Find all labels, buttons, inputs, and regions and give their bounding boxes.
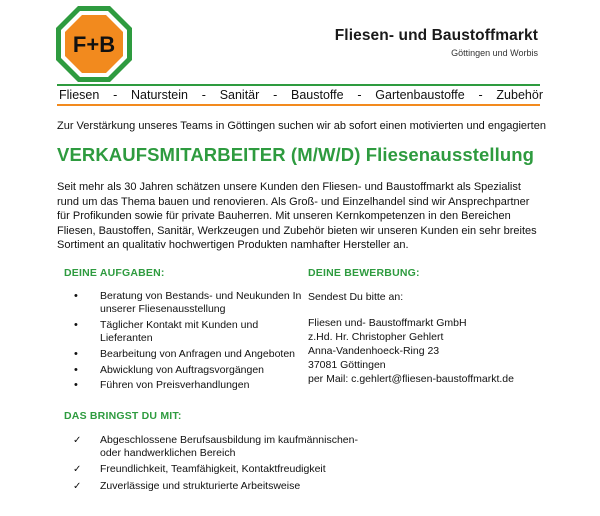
brand-block: [335, 27, 538, 58]
application-block: [308, 290, 514, 386]
nav-item[interactable]: Baustoffe: [291, 88, 344, 102]
task-item: • Bearbeitung von Anfragen und Angeboten: [70, 348, 310, 361]
address-contact: z.Hd. Hr. Christopher Gehlert: [308, 331, 444, 343]
address-email: per Mail: c.gehlert@fliesen-baustoffmarkt.de: [308, 373, 514, 385]
description-line: Seit mehr als 30 Jahren schätzen unsere Kunden den Fliesen- und Baustoffmarkt als Spezialist: [57, 181, 521, 193]
nav-item[interactable]: Naturstein: [131, 88, 188, 102]
nav-separator: -: [357, 88, 362, 102]
task-item: • Beratung von Bestands- und Neukunden In unserer Fliesenausstellung: [70, 290, 310, 316]
address-street: Anna-Vandenhoeck-Ring 23: [308, 345, 440, 357]
skills-list: [70, 434, 370, 496]
intro-text: Zur Verstärkung unseres Teams in Göttingen suchen wir ab sofort einen motivierten und engagierten: [57, 120, 546, 132]
nav-item[interactable]: Fliesen: [59, 88, 100, 102]
description-line: Sortiment an qualitativ hochwertigen Produkten namhafter Hersteller an.: [57, 239, 409, 251]
skill-item: ✓ Freundlichkeit, Teamfähigkeit, Kontaktfreudigkeit: [70, 463, 370, 476]
application-heading: DEINE BEWERBUNG:: [308, 267, 420, 279]
company-description: [57, 180, 547, 253]
tasks-list: [70, 290, 310, 395]
nav-item[interactable]: Sanitär: [219, 88, 260, 102]
skill-item: ✓ Abgeschlossene Berufsausbildung im kaufmännischen- oder handwerklichen Bereich: [70, 434, 370, 460]
nav-separator: -: [113, 88, 118, 102]
task-item: • Täglicher Kontakt mit Kunden und Lieferanten: [70, 319, 310, 345]
address-company: Fliesen und- Baustoffmarkt GmbH: [308, 317, 467, 329]
nav-item[interactable]: Zubehör: [496, 88, 543, 102]
description-line: für Profikunden sowie für private Bauherren. Mit unseren Kernkompetenzen in den Bereichen: [57, 210, 511, 222]
brand-title: Fliesen- und Baustoffmarkt: [334, 27, 538, 44]
header-divider-green: [57, 84, 540, 86]
header-divider-orange: [57, 104, 540, 106]
nav-item[interactable]: Gartenbaustoffe: [375, 88, 465, 102]
nav-separator: -: [273, 88, 278, 102]
skill-item: ✓ Zuverlässige und strukturierte Arbeitsweise: [70, 480, 370, 493]
description-line: Fliesen, Baustoffen, Sanitär, Werkzeugen und Zubehör bieten wir unseren Kunden ein sehr breites: [57, 224, 537, 237]
category-nav: [59, 88, 543, 102]
logo-text: F+B: [72, 32, 116, 57]
nav-separator: -: [478, 88, 483, 102]
company-logo: [56, 6, 132, 82]
job-title: VERKAUFSMITARBEITER (M/W/D) Fliesenausstellung: [57, 144, 535, 165]
nav-separator: -: [201, 88, 206, 102]
description-line: rund um das Thema bauen und renovieren. Als Groß- und Einzelhandel sind wir Ansprechpartner: [57, 195, 530, 208]
tasks-heading: DEINE AUFGABEN:: [64, 267, 165, 279]
task-item: • Abwicklung von Auftragsvorgängen: [70, 364, 310, 377]
task-item: • Führen von Preisverhandlungen: [70, 379, 310, 392]
application-lead: Sendest Du bitte an:: [308, 291, 404, 303]
address-city: 37081 Göttingen: [308, 359, 386, 371]
skills-heading: DAS BRINGST DU MIT:: [64, 410, 182, 422]
application-address: [308, 316, 514, 386]
brand-subtitle: Göttingen und Worbis: [451, 48, 538, 58]
